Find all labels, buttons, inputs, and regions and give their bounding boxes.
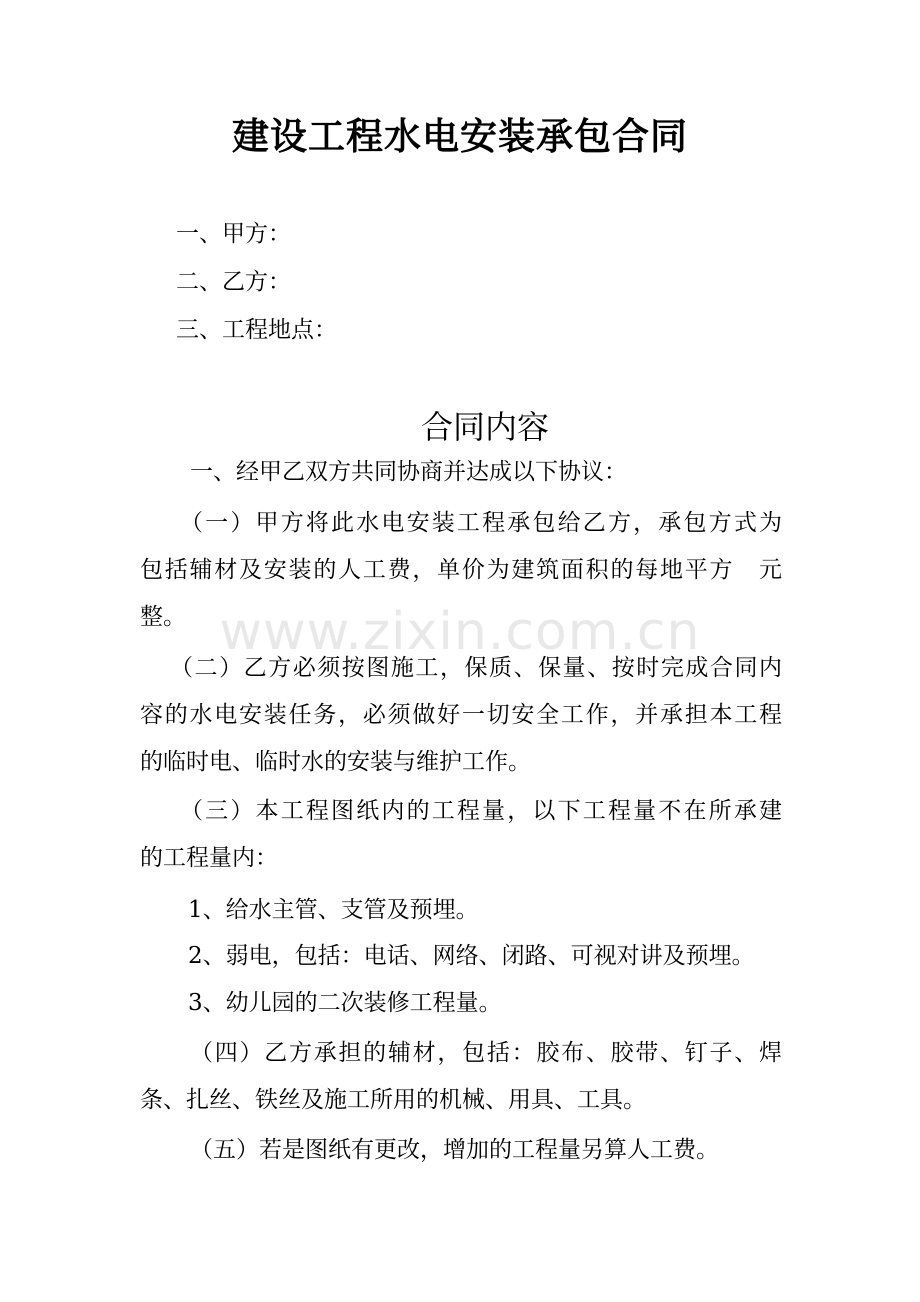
clause-3 <box>140 788 782 882</box>
excluded-item-3: 3、幼儿园的二次装修工程量。 <box>188 990 502 1016</box>
section-heading: 合同内容 <box>420 408 549 446</box>
clause-3-line-1: （三）本工程图纸内的工程量，以下工程量不在所承建 <box>180 798 782 824</box>
intro-paragraph: 一、经甲乙双方共同协商并达成以下协议： <box>190 459 627 485</box>
clause-1-line-1: （一）甲方将此水电安装工程承包给乙方，承包方式为 <box>180 510 782 536</box>
clause-1 <box>140 500 782 641</box>
clause-1-line-2: 包括辅材及安装的人工费，单价为建筑面积的每地平方 元 <box>140 557 782 583</box>
clause-4 <box>140 1030 782 1124</box>
clause-2-line-3: 的临时电、临时水的安装与维护工作。 <box>140 749 531 775</box>
clause-2 <box>140 645 782 786</box>
party-a-line: 一、甲方： <box>176 221 291 247</box>
clause-2-line-2: 容的水电安装任务，必须做好一切安全工作，并承担本工程 <box>140 702 782 728</box>
watermark: www.zixin.com.cn <box>219 602 701 662</box>
party-b-line: 二、乙方： <box>176 269 291 295</box>
document-title: 建设工程水电安装承包合同 <box>232 114 688 158</box>
clause-3-line-2: 的工程量内： <box>140 845 278 871</box>
clause-4-line-2: 条、扎丝、铁丝及施工所用的机械、用具、工具。 <box>140 1087 646 1113</box>
clause-2-line-1: （二）乙方必须按图施工，保质、保量、按时完成合同内 <box>170 655 782 681</box>
clause-5: （五）若是图纸有更改，增加的工程量另算人工费。 <box>190 1137 719 1163</box>
clause-4-line-1: （四）乙方承担的辅材，包括：胶布、胶带、钉子、焊 <box>190 1040 782 1066</box>
excluded-item-2: 2、弱电，包括：电话、网络、闭路、可视对讲及预埋。 <box>188 943 755 969</box>
project-location-line: 三、工程地点： <box>176 317 337 343</box>
clause-1-line-3: 整。 <box>140 604 186 630</box>
excluded-item-1: 1、给水主管、支管及预埋。 <box>188 897 479 923</box>
